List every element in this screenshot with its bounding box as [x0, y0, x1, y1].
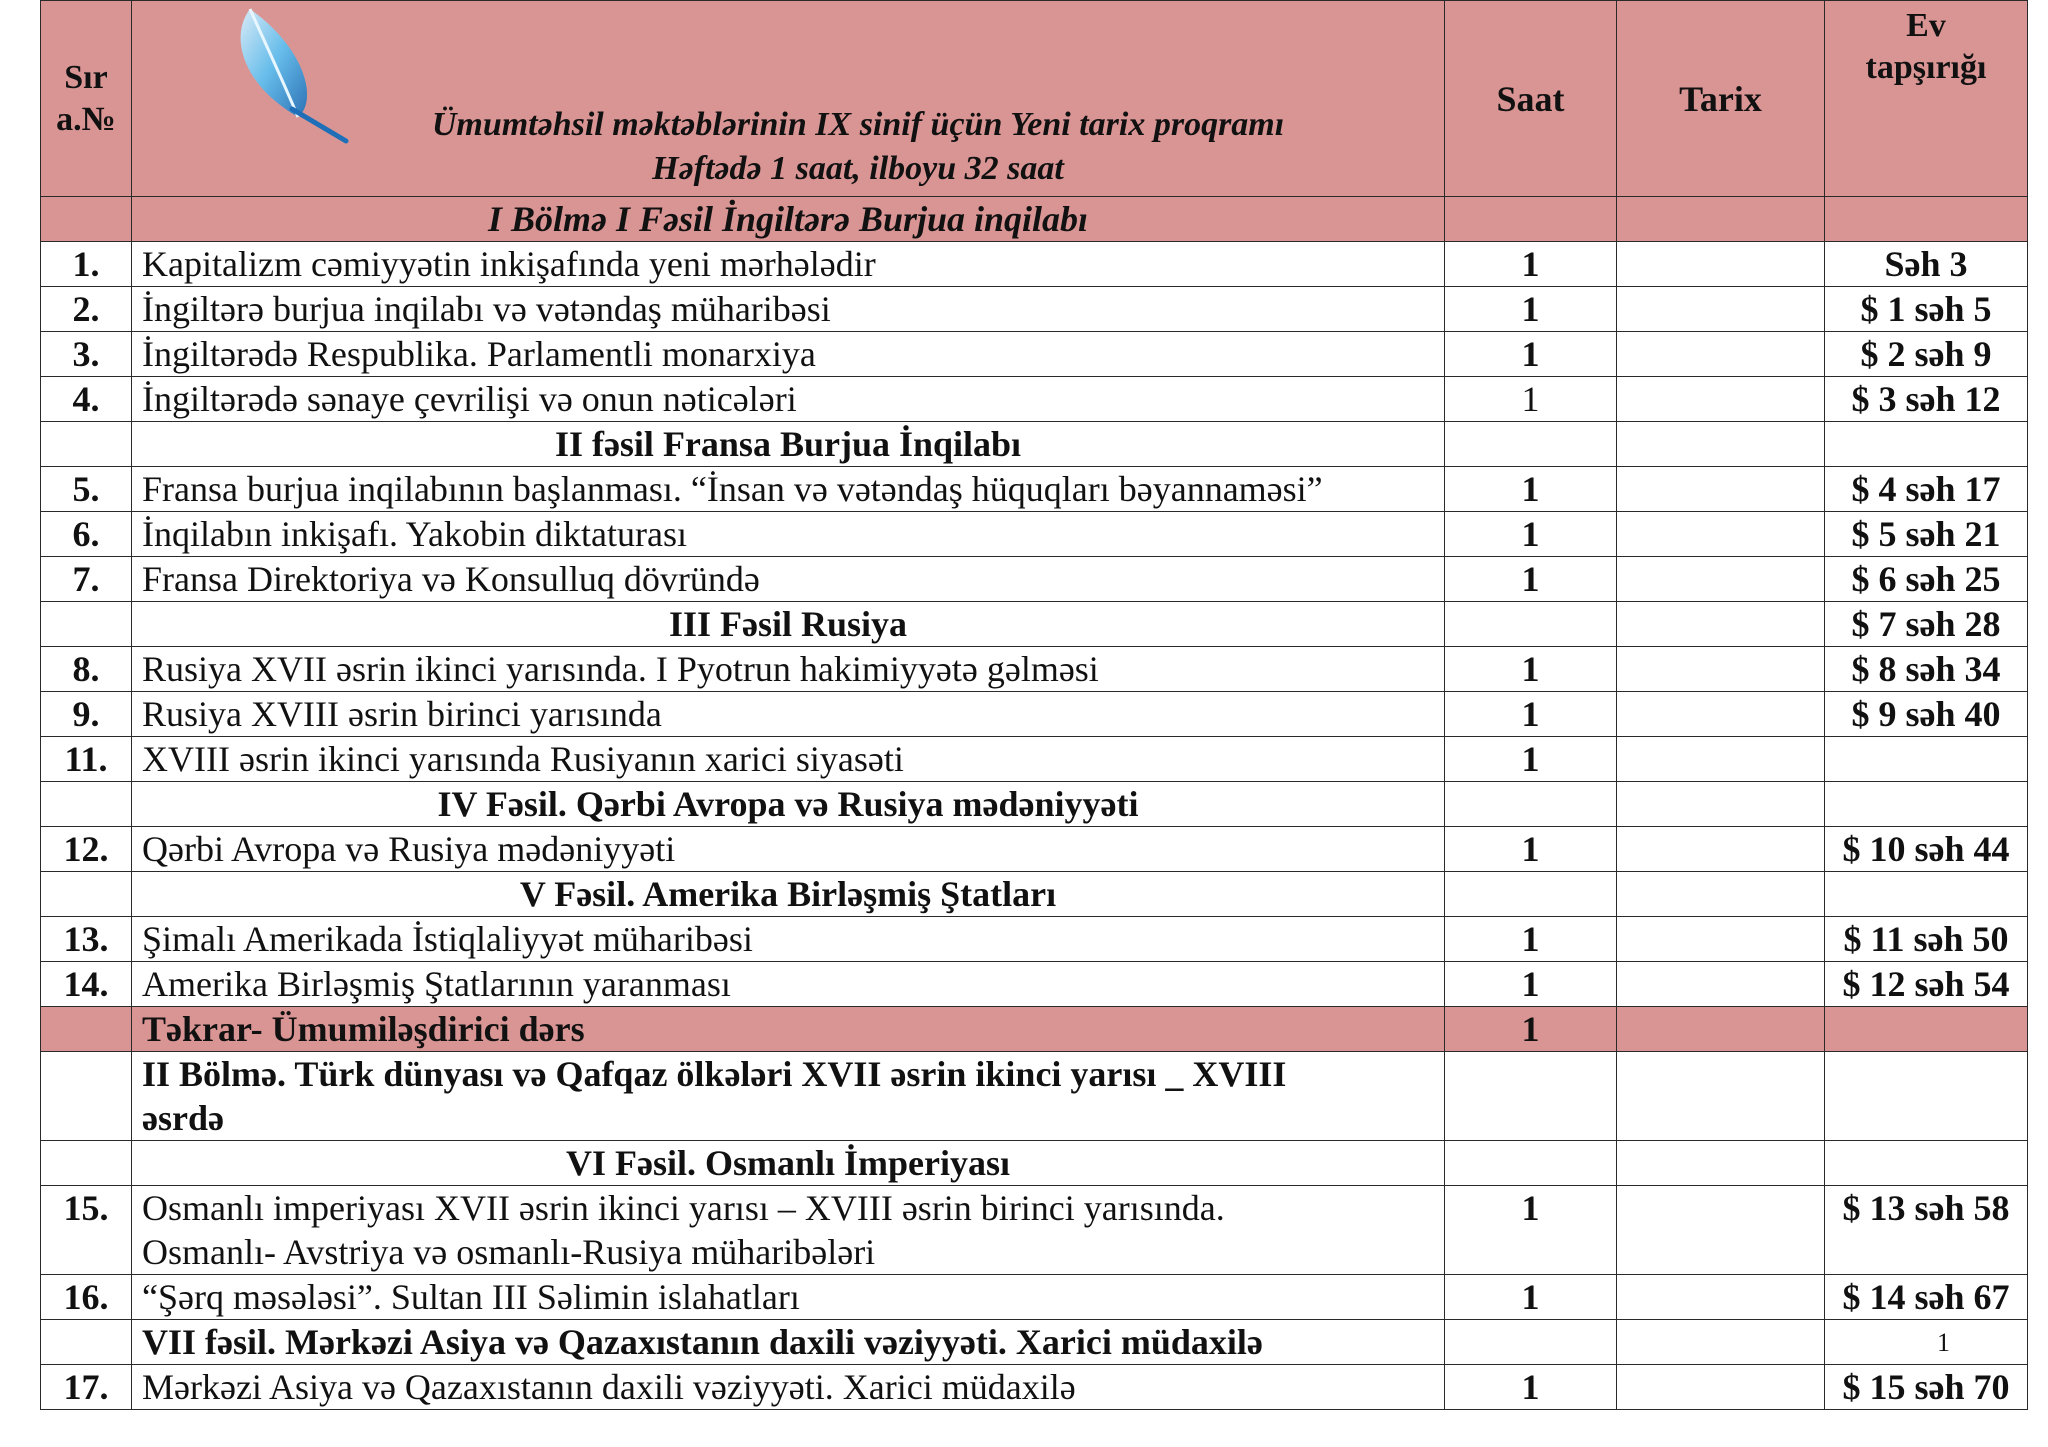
section-row: [41, 602, 2028, 647]
lesson-hours: 1: [1445, 1365, 1617, 1410]
row-number: 12.: [41, 827, 132, 872]
lesson-topic: [132, 1186, 1445, 1275]
row-number: 16.: [41, 1275, 132, 1320]
review-row: [41, 1007, 2028, 1052]
lesson-hours: [1445, 1141, 1617, 1186]
row-number: [41, 1320, 132, 1365]
lesson-date: [1617, 917, 1825, 962]
row-number: [41, 1007, 132, 1052]
lesson-hours: 1: [1445, 467, 1617, 512]
lesson-hours: [1445, 197, 1617, 242]
curriculum-table: [40, 0, 2028, 1410]
row-number: 15.: [41, 1186, 132, 1275]
lesson-topic: İngiltərədə Respublika. Parlamentli monarxiya: [132, 332, 1445, 377]
lesson-homework: [1825, 782, 2028, 827]
section-title: V Fəsil. Amerika Birləşmiş Ştatları: [132, 872, 1445, 917]
row-number: 6.: [41, 512, 132, 557]
lesson-homework: [1825, 422, 2028, 467]
lesson-hours: 1: [1445, 1007, 1617, 1052]
row-number: 1.: [41, 242, 132, 287]
lesson-homework: [1825, 872, 2028, 917]
lesson-topic: İngiltərədə sənaye çevrilişi və onun nəticələri: [132, 377, 1445, 422]
lesson-homework: $ 12 səh 54: [1825, 962, 2028, 1007]
lesson-hours: 1: [1445, 377, 1617, 422]
lesson-hours: 1: [1445, 512, 1617, 557]
table-row: [41, 242, 2028, 287]
document-subtitle: Həftədə 1 saat, ilboyu 32 saat: [652, 150, 1064, 187]
curriculum-document: [40, 0, 2027, 1410]
header-number-line1: Sır: [64, 58, 108, 96]
lesson-topic: Rusiya XVII əsrin ikinci yarısında. I Pyotrun hakimiyyətə gəlməsi: [132, 647, 1445, 692]
lesson-topic: Rusiya XVIII əsrin birinci yarısında: [132, 692, 1445, 737]
lesson-date: [1617, 557, 1825, 602]
lesson-homework: $ 2 səh 9: [1825, 332, 2028, 377]
lesson-hours: 1: [1445, 242, 1617, 287]
lesson-homework: $ 3 səh 12: [1825, 377, 2028, 422]
lesson-date: [1617, 647, 1825, 692]
header-date: Tarix: [1617, 1, 1825, 197]
row-number: 17.: [41, 1365, 132, 1410]
part-title: [132, 1052, 1445, 1141]
table-row: [41, 692, 2028, 737]
section-row: [41, 422, 2028, 467]
lesson-homework: $ 9 səh 40: [1825, 692, 2028, 737]
row-number: 7.: [41, 557, 132, 602]
section-row: [41, 782, 2028, 827]
lesson-date: [1617, 1320, 1825, 1365]
table-row: [41, 287, 2028, 332]
review-title: Təkrar- Ümumiləşdirici dərs: [132, 1007, 1445, 1052]
page-number: 1: [1937, 1328, 1950, 1357]
header-homework-line2: tapşırığı: [1865, 49, 1987, 86]
lesson-topic: Kapitalizm cəmiyyətin inkişafında yeni mərhələdir: [132, 242, 1445, 287]
lesson-topic: Fransa burjua inqilabının başlanması. “İnsan və vətəndaş hüquqları bəyannaməsi”: [132, 467, 1445, 512]
lesson-homework: [1825, 197, 2028, 242]
lesson-date: [1617, 512, 1825, 557]
table-row: [41, 1275, 2028, 1320]
table-row: [41, 332, 2028, 377]
lesson-homework: $ 1 səh 5: [1825, 287, 2028, 332]
header-homework-line1: Ev: [1906, 7, 1946, 44]
lesson-date: [1617, 737, 1825, 782]
lesson-date: [1617, 827, 1825, 872]
lesson-hours: 1: [1445, 917, 1617, 962]
header-number-line2: a.№: [56, 100, 116, 138]
lesson-date: [1617, 1275, 1825, 1320]
lesson-topic-line1: Osmanlı imperiyası XVII əsrin ikinci yarısı – XVIII əsrin birinci yarısında.: [142, 1188, 1225, 1228]
row-number: 4.: [41, 377, 132, 422]
lesson-topic: Qərbi Avropa və Rusiya mədəniyyəti: [132, 827, 1445, 872]
lesson-homework: [1825, 1052, 2028, 1141]
table-row: [41, 512, 2028, 557]
lesson-hours: 1: [1445, 557, 1617, 602]
table-row: [41, 557, 2028, 602]
lesson-date: [1617, 1052, 1825, 1141]
lesson-hours: 1: [1445, 827, 1617, 872]
row-number: [41, 197, 132, 242]
lesson-hours: [1445, 1320, 1617, 1365]
part-title-line1: II Bölmə. Türk dünyası və Qafqaz ölkələri XVII əsrin ikinci yarısı _ XVIII: [142, 1054, 1287, 1094]
lesson-homework: $ 14 səh 67: [1825, 1275, 2028, 1320]
lesson-hours: [1445, 782, 1617, 827]
part-title-line2: əsrdə: [142, 1098, 224, 1138]
lesson-homework: $ 6 səh 25: [1825, 557, 2028, 602]
lesson-homework: $ 11 səh 50: [1825, 917, 2028, 962]
table-row: [41, 962, 2028, 1007]
section-title: IV Fəsil. Qərbi Avropa və Rusiya mədəniyyəti: [132, 782, 1445, 827]
lesson-date: [1617, 242, 1825, 287]
lesson-date: [1617, 422, 1825, 467]
lesson-date: [1617, 692, 1825, 737]
lesson-date: [1617, 332, 1825, 377]
lesson-topic-line2: Osmanlı- Avstriya və osmanlı-Rusiya müharibələri: [142, 1232, 876, 1272]
lesson-hours: 1: [1445, 332, 1617, 377]
section-row: [41, 872, 2028, 917]
lesson-date: [1617, 602, 1825, 647]
lesson-homework: [1825, 1320, 2028, 1365]
row-number: 3.: [41, 332, 132, 377]
row-number: 9.: [41, 692, 132, 737]
row-number: [41, 422, 132, 467]
document-title: Ümumtəhsil məktəblərinin IX sinif üçün Yeni tarix proqramı: [431, 106, 1285, 143]
lesson-date: [1617, 1365, 1825, 1410]
lesson-hours: [1445, 422, 1617, 467]
table-row: [41, 917, 2028, 962]
header-title-cell: [132, 1, 1445, 197]
row-number: 2.: [41, 287, 132, 332]
lesson-hours: 1: [1445, 962, 1617, 1007]
table-header-row: [41, 1, 2028, 197]
lesson-date: [1617, 467, 1825, 512]
lesson-homework: [1825, 737, 2028, 782]
row-number: 8.: [41, 647, 132, 692]
lesson-date: [1617, 1141, 1825, 1186]
lesson-hours: 1: [1445, 737, 1617, 782]
lesson-hours: 1: [1445, 1275, 1617, 1320]
lesson-date: [1617, 197, 1825, 242]
lesson-homework: $ 4 səh 17: [1825, 467, 2028, 512]
table-row: [41, 737, 2028, 782]
lesson-topic: XVIII əsrin ikinci yarısında Rusiyanın xarici siyasəti: [132, 737, 1445, 782]
header-number-cell: [41, 1, 132, 197]
lesson-hours: [1445, 872, 1617, 917]
table-row: [41, 647, 2028, 692]
lesson-hours: 1: [1445, 647, 1617, 692]
lesson-topic: Mərkəzi Asiya və Qazaxıstanın daxili vəziyyəti. Xarici müdaxilə: [132, 1365, 1445, 1410]
lesson-date: [1617, 782, 1825, 827]
part-row: [41, 1052, 2028, 1141]
lesson-hours: [1445, 602, 1617, 647]
section-row: [41, 1320, 2028, 1365]
header-hours: Saat: [1445, 1, 1617, 197]
lesson-homework: $ 5 səh 21: [1825, 512, 2028, 557]
lesson-homework: $ 15 səh 70: [1825, 1365, 2028, 1410]
row-number: 5.: [41, 467, 132, 512]
lesson-topic: Amerika Birləşmiş Ştatlarının yaranması: [132, 962, 1445, 1007]
lesson-hours: 1: [1445, 1186, 1617, 1275]
table-row: [41, 827, 2028, 872]
lesson-topic: “Şərq məsələsi”. Sultan III Səlimin islahatları: [132, 1275, 1445, 1320]
row-number: [41, 1141, 132, 1186]
lesson-date: [1617, 962, 1825, 1007]
row-number: 13.: [41, 917, 132, 962]
table-row: [41, 1365, 2028, 1410]
section-title: I Bölmə I Fəsil İngiltərə Burjua inqilabı: [132, 197, 1445, 242]
lesson-topic: Şimalı Amerikada İstiqlaliyyət müharibəsi: [132, 917, 1445, 962]
lesson-homework: [1825, 1007, 2028, 1052]
lesson-date: [1617, 1007, 1825, 1052]
lesson-hours: [1445, 1052, 1617, 1141]
row-number: [41, 1052, 132, 1141]
lesson-homework: $ 7 səh 28: [1825, 602, 2028, 647]
lesson-hours: 1: [1445, 692, 1617, 737]
row-number: 14.: [41, 962, 132, 1007]
lesson-date: [1617, 1186, 1825, 1275]
table-row: [41, 1186, 2028, 1275]
section-row: [41, 1141, 2028, 1186]
section-title: II fəsil Fransa Burjua İnqilabı: [132, 422, 1445, 467]
lesson-hours: 1: [1445, 287, 1617, 332]
header-homework-cell: [1825, 1, 2028, 197]
lesson-homework: $ 13 səh 58: [1825, 1186, 2028, 1275]
row-number: [41, 602, 132, 647]
section-title: III Fəsil Rusiya: [132, 602, 1445, 647]
table-row: [41, 467, 2028, 512]
section-row: [41, 197, 2028, 242]
lesson-topic: İngiltərə burjua inqilabı və vətəndaş müharibəsi: [132, 287, 1445, 332]
table-row: [41, 377, 2028, 422]
row-number: 11.: [41, 737, 132, 782]
lesson-homework: $ 8 səh 34: [1825, 647, 2028, 692]
section-title: VI Fəsil. Osmanlı İmperiyası: [132, 1141, 1445, 1186]
lesson-homework: Səh 3: [1825, 242, 2028, 287]
lesson-date: [1617, 377, 1825, 422]
lesson-topic: İnqilabın inkişafı. Yakobin diktaturası: [132, 512, 1445, 557]
section-title: VII fəsil. Mərkəzi Asiya və Qazaxıstanın daxili vəziyyəti. Xarici müdaxilə: [132, 1320, 1445, 1365]
lesson-homework: $ 10 səh 44: [1825, 827, 2028, 872]
lesson-topic: Fransa Direktoriya və Konsulluq dövründə: [132, 557, 1445, 602]
row-number: [41, 872, 132, 917]
lesson-date: [1617, 872, 1825, 917]
lesson-date: [1617, 287, 1825, 332]
row-number: [41, 782, 132, 827]
lesson-homework: [1825, 1141, 2028, 1186]
